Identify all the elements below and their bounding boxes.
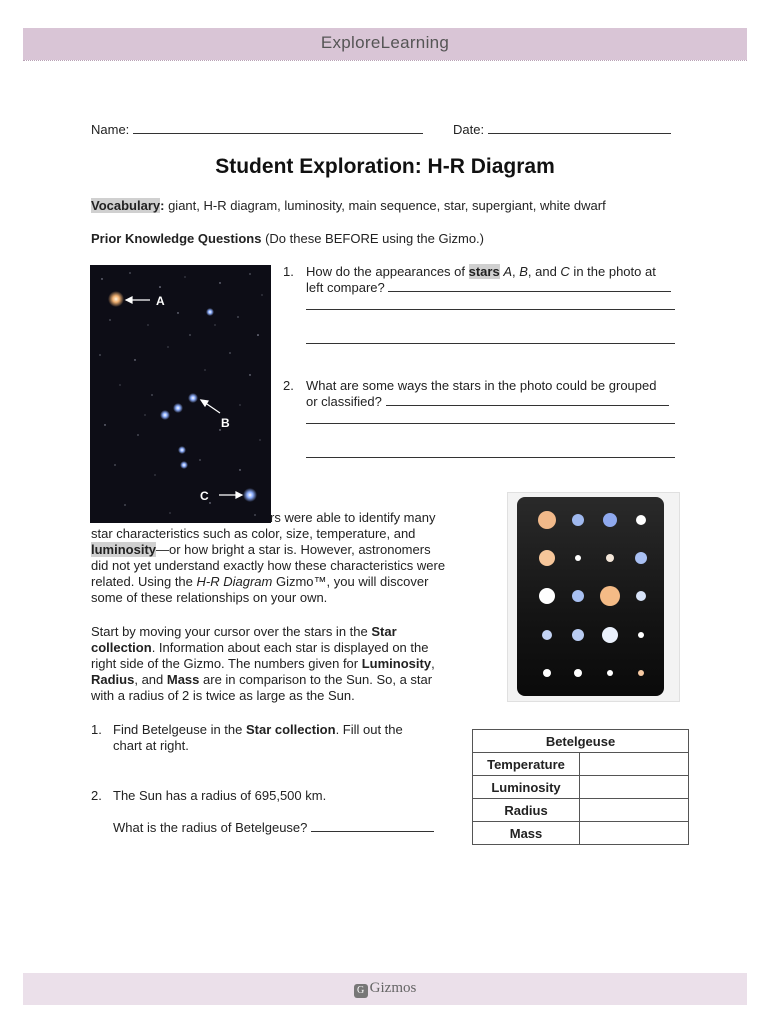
question-2-number: 2.: [91, 788, 102, 803]
table-header: Betelgeuse: [473, 730, 689, 753]
question-1-number: 1.: [91, 722, 102, 737]
vocabulary-label: Vocabulary: [91, 198, 161, 213]
name-field[interactable]: [91, 122, 423, 138]
star-collection-grid: [517, 497, 664, 696]
temperature-cell[interactable]: [580, 753, 689, 776]
mass-cell[interactable]: [580, 822, 689, 845]
date-field[interactable]: [453, 122, 671, 138]
prior-knowledge-heading: Prior Knowledge Questions (Do these BEFORE using the Gizmo.): [91, 231, 484, 246]
question-1: Find Betelgeuse in the Star collection. Fill out the chart at right.: [113, 722, 403, 753]
pk-question-2: What are some ways the stars in the photo could be grouped or classified?: [306, 378, 686, 410]
gizmos-icon: G: [354, 984, 368, 998]
radius-cell[interactable]: [580, 799, 689, 822]
page-footer: [23, 973, 747, 1005]
luminosity-cell[interactable]: [580, 776, 689, 799]
orion-star-photo: [90, 265, 271, 523]
question-2: The Sun has a radius of 695,500 km.: [113, 788, 327, 803]
betelgeuse-table: [472, 729, 689, 845]
pk-answer-2b[interactable]: [306, 412, 675, 424]
question-2-sub: What is the radius of Betelgeuse?: [113, 820, 453, 836]
header-divider: [23, 60, 747, 61]
warmup-line-1: rs were able to identify many: [270, 510, 436, 525]
table-row: Temperature: [473, 753, 689, 776]
table-row: Mass: [473, 822, 689, 845]
date-label: Date:: [453, 122, 485, 137]
page-header: [23, 28, 747, 60]
star-field-svg: [90, 265, 271, 523]
brand-logo: ExploreLearning: [320, 33, 450, 52]
betelgeuse-radius-blank[interactable]: [311, 820, 434, 832]
name-blank[interactable]: [133, 122, 423, 134]
star-c: [243, 488, 257, 502]
start-paragraph: Start by moving your cursor over the stars in the Star collection. Information about each star is displayed on the right side of the Gizmo. The numbers given for Luminosity, Radius, and Mass are in comparison to the Sun. So, a star with a radius of 2 is twice as large as the Sun.: [91, 624, 435, 703]
pk-answer-1b[interactable]: [306, 298, 675, 310]
table-row: Radius: [473, 799, 689, 822]
page-title: Student Exploration: H-R Diagram: [215, 155, 555, 178]
star-a: [108, 291, 124, 307]
photo-label-c: C: [200, 489, 209, 503]
warmup-paragraph: star characteristics such as color, size, temperature, and luminosity—or how bright a star is. However, astronomers did not yet understand exactly how these characteristics were related. Using the H-R Diagram Gizmo™, you will discover some of these relationships on your own.: [91, 526, 446, 605]
star-b: [188, 393, 198, 403]
table-row: Luminosity: [473, 776, 689, 799]
photo-label-a: A: [156, 294, 165, 308]
pk-question-2-number: 2.: [283, 378, 294, 393]
star-collection-image: [507, 492, 680, 702]
pk-answer-2c[interactable]: [306, 446, 675, 458]
date-blank[interactable]: [488, 122, 671, 134]
pk-answer-2a[interactable]: [386, 394, 669, 406]
photo-label-b: B: [221, 416, 230, 430]
name-label: Name:: [91, 122, 130, 137]
vocabulary-terms: giant, H-R diagram, luminosity, main sequence, star, supergiant, white dwarf: [164, 198, 606, 213]
gizmos-logo: G Gizmos: [23, 980, 747, 998]
pk-question-1: How do the appearances of stars A, B, and C in the photo at left compare?: [306, 264, 686, 296]
pk-answer-1a[interactable]: [388, 280, 671, 292]
pk-question-1-number: 1.: [283, 264, 294, 279]
vocabulary-line: Vocabulary: giant, H-R diagram, luminosity, main sequence, star, supergiant, white dwarf: [91, 198, 606, 213]
pk-answer-1c[interactable]: [306, 332, 675, 344]
